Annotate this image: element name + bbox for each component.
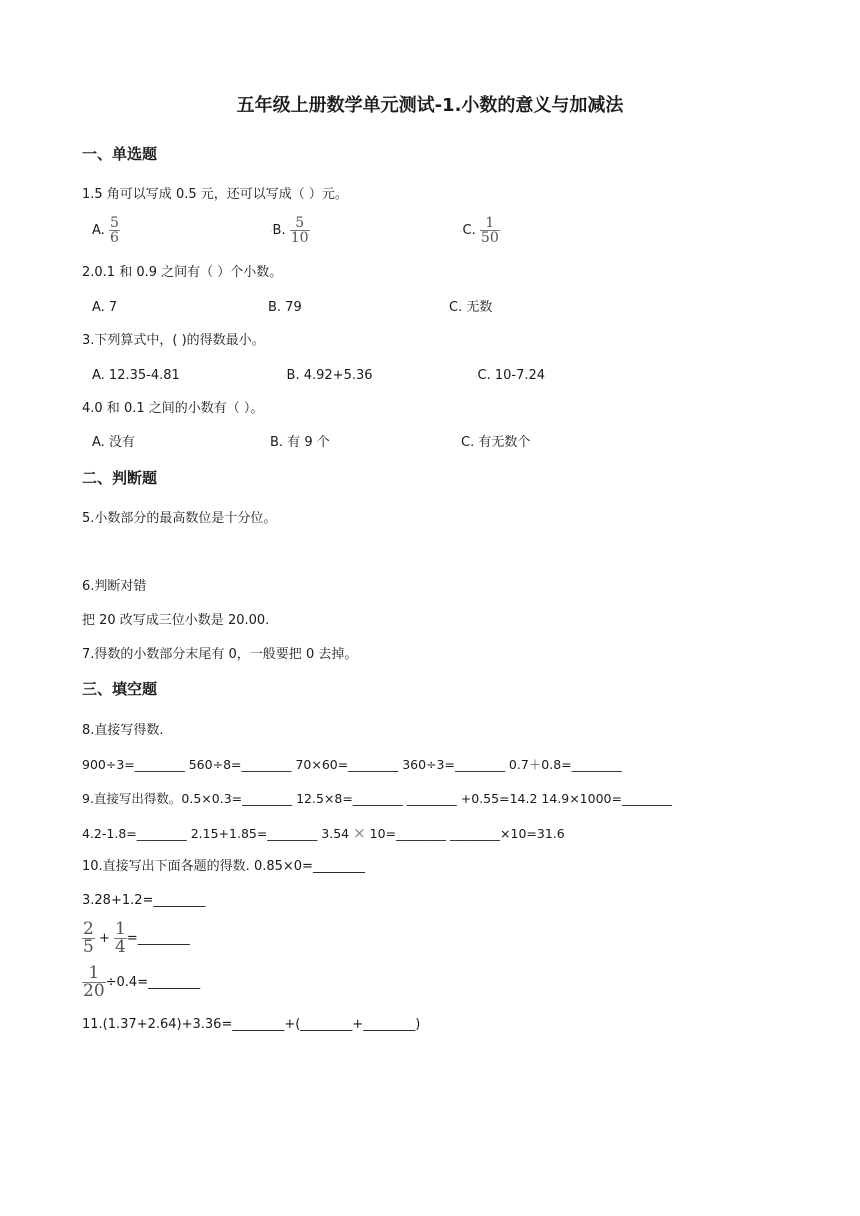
question-11: 11.(1.37+2.64)+3.36=________+(________+________) [82, 1017, 421, 1032]
fraction-denominator: 4 [115, 937, 126, 957]
question-3: 3.下列算式中，( )的得数最小。 [82, 333, 265, 348]
q3-option-c-label: C. 10-7.24 [477, 368, 546, 383]
fraction-one-quarter [114, 921, 127, 956]
fraction-numerator: 1 [115, 919, 126, 939]
q1-option-c-fraction [480, 216, 500, 245]
fraction-numerator: 2 [83, 919, 94, 939]
q1-option-a-fraction [109, 216, 120, 245]
q4-option-a: A. 没有 [92, 435, 135, 450]
fraction-one-twentieth [82, 965, 106, 1000]
q1-option-b: ·B. $\frac{5}{10}$ [270, 215, 309, 246]
question-6-statement: 把 20 改写成三位小数是 20.00. [82, 613, 270, 628]
q2-option-c: C. 无数 [449, 300, 493, 315]
fraction-denominator: 50 [480, 230, 499, 246]
question-8-title: 8.直接写得数. [82, 723, 164, 738]
q1-option-c: ·C. $\frac{1}{50}$ [460, 215, 499, 246]
question-4: 4.0 和 0.1 之间的小数有（ ）。 [82, 401, 264, 416]
q1-option-b-fraction [290, 216, 310, 245]
question-9-line-2 [82, 824, 565, 843]
times-icon: × [353, 824, 366, 842]
question-6-title: 6.判断对错 [82, 579, 147, 594]
question-10-item-2 [82, 920, 190, 958]
question-10-item-3 [82, 964, 200, 1002]
question-7: 7.得数的小数部分末尾有 0，一般要把 0 去掉。 [82, 647, 358, 662]
question-2: 2.0.1 和 0.9 之间有（ ）个小数。 [82, 265, 283, 280]
question-9-line-2-part-b: 10=________ ________×10=31.6 [365, 826, 565, 841]
fraction-denominator: 10 [290, 230, 309, 246]
question-9-line-2-part-a: 4.2-1.8=________ 2.15+1.85=________ 3.54 [82, 826, 354, 841]
fraction-two-fifths [82, 921, 95, 956]
fraction-denominator: 6 [109, 230, 119, 246]
question-8-items: 900÷3=________ 560÷8=________ 70×60=________ 360÷3=________ 0.7＋0.8=________ [82, 757, 622, 772]
question-10-title: 10.直接写出下面各题的得数. 0.85×0=________ [82, 859, 365, 874]
section-heading-single-choice: 一、单选题 [82, 145, 158, 163]
answer-blank: ÷0.4=________ [105, 975, 201, 990]
fraction-denominator: 5 [83, 937, 94, 957]
question-5: 5.小数部分的最高数位是十分位。 [82, 511, 277, 526]
q3-option-c: ·C. 10-7.24 [475, 368, 546, 383]
fraction-numerator: 1 [485, 215, 495, 231]
page-title: 五年级上册数学单元测试-1.小数的意义与加减法 [236, 95, 624, 116]
fraction-numerator: 1 [88, 963, 100, 983]
plus-operator: + [98, 931, 110, 946]
q1-option-a [92, 216, 120, 245]
q1-option-c-label: C. [462, 223, 476, 238]
question-1: 1.5 角可以写成 0.5 元，还可以写成（ ）元。 [82, 187, 348, 202]
q1-option-b-label: B. [272, 223, 286, 238]
fraction-numerator: 5 [109, 215, 119, 231]
question-9-line-1: 9.直接写出得数。0.5×0.3=________ 12.5×8=________ ________ +0.55=14.2 14.9×1000=________ [82, 791, 672, 806]
q3-option-a: A. 12.35-4.81 [92, 368, 180, 383]
q3-option-b: ·B. 4.92+5.36 [284, 368, 373, 383]
q3-option-b-label: B. 4.92+5.36 [286, 368, 373, 383]
q2-option-a: A. 7 [92, 300, 118, 315]
section-heading-true-false: 二、判断题 [82, 469, 158, 487]
question-10-item-1: 3.28+1.2=________ [82, 893, 206, 908]
q1-option-a-label: A. [92, 223, 105, 238]
fraction-numerator: 5 [295, 215, 305, 231]
q4-option-c: C. 有无数个 [461, 435, 531, 450]
fraction-denominator: 20 [83, 981, 105, 1001]
q4-option-b: B. 有 9 个 [270, 435, 330, 450]
answer-blank: =________ [126, 931, 190, 946]
section-heading-fill-blank: 三、填空题 [82, 680, 158, 698]
q2-option-b: B. 79 [268, 300, 302, 315]
